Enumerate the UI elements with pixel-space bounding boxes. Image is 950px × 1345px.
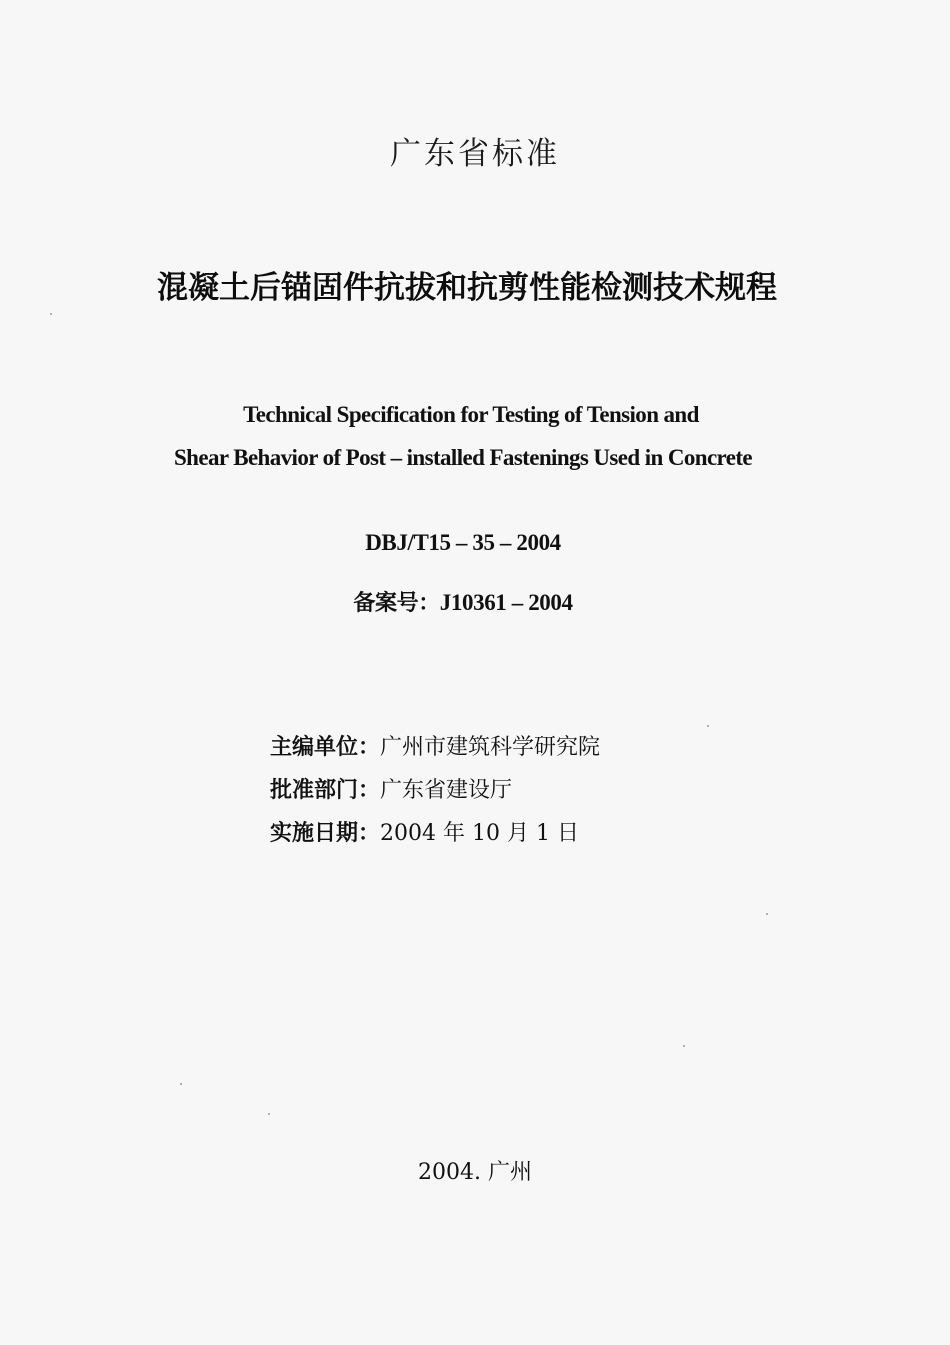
- record-label: 备案号：: [353, 591, 440, 616]
- footer-date-place: 2004. 广州: [418, 1160, 532, 1185]
- info-row-editor: [270, 730, 600, 761]
- info-value: 广州市建筑科学研究院: [380, 735, 601, 760]
- english-title-line-2: Shear Behavior of Post – installed Fastenings Used in Concrete: [173, 445, 753, 470]
- standard-level-heading: 广东省标准: [390, 136, 560, 172]
- info-label: 批准部门：: [270, 778, 381, 803]
- info-label: 主编单位：: [270, 735, 381, 760]
- scan-speck: [180, 1083, 182, 1085]
- info-value: 广东省建设厅: [380, 778, 513, 803]
- scan-speck: [50, 313, 52, 315]
- record-number: J10361 – 2004: [439, 590, 573, 615]
- scan-speck: [707, 725, 709, 727]
- chinese-title: 混凝土后锚固件抗拔和抗剪性能检测技术规程: [157, 270, 777, 306]
- info-value: 2004 年 10 月 1 日: [380, 821, 579, 846]
- english-title-line-1: Technical Specification for Testing of Tension and: [243, 402, 699, 427]
- scan-speck: [268, 1113, 270, 1115]
- standard-code: DBJ/T15 – 35 – 2004: [365, 530, 561, 555]
- scan-speck: [766, 913, 768, 915]
- info-row-effective-date: [270, 816, 579, 847]
- record-number-line: [0, 586, 938, 617]
- info-label: 实施日期：: [270, 821, 381, 846]
- info-row-approver: [270, 773, 512, 804]
- scan-speck: [683, 1045, 685, 1047]
